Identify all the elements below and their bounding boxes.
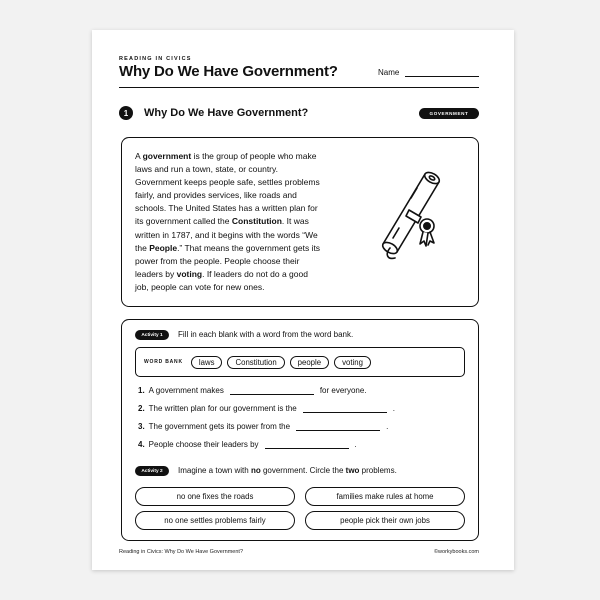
section-number-badge: 1	[119, 106, 133, 120]
activities-box	[121, 319, 479, 541]
passage-text: A	[135, 151, 143, 161]
topic-badge: GOVERNMENT	[419, 108, 479, 119]
passage-line	[135, 215, 353, 228]
choice-option[interactable]: no one fixes the roads	[135, 487, 295, 506]
section-title: Why Do We Have Government?	[144, 107, 309, 119]
passage-text: schools. The United States has a written plan for	[135, 203, 318, 214]
key-term: government	[142, 151, 192, 161]
passage-text: the	[135, 242, 150, 253]
word-bank-label: WORD BANK	[144, 359, 183, 365]
answer-blank-4[interactable]	[265, 441, 349, 449]
word-bank	[135, 347, 465, 377]
passage-line	[135, 163, 353, 176]
instruction-text: problems.	[359, 466, 397, 475]
passage-text: its government called the	[135, 216, 232, 227]
passage-text: job, people can vote for new ones.	[135, 281, 265, 292]
passage-text: power from the people. People choose their	[135, 255, 300, 266]
passage-line	[135, 189, 353, 202]
scroll-icon	[377, 168, 447, 268]
answer-blank-2[interactable]	[303, 405, 387, 413]
passage-line	[135, 229, 353, 242]
choice-option[interactable]: people pick their own jobs	[305, 511, 465, 530]
word-chip: people	[290, 356, 329, 369]
footer-title: Reading in Civics: Why Do We Have Government?	[119, 549, 244, 555]
passage-text: Government keeps people safe, settles problems	[135, 177, 320, 188]
question-2: 2. The written plan for our government is the .	[138, 404, 395, 413]
footer-credit: ©workybooks.com	[433, 549, 479, 555]
passage-text: laws and run a town, state, or country.	[135, 164, 278, 175]
key-term: People	[149, 242, 178, 253]
passage-text: is the group of people who make	[191, 151, 317, 161]
question-4: 4. People choose their leaders by .	[138, 440, 357, 449]
answer-blank-1[interactable]	[230, 387, 314, 395]
passage-line	[135, 150, 353, 163]
passage-line	[135, 242, 353, 255]
passage-text: . If leaders do not do a good	[202, 268, 308, 279]
key-term: Constitution	[231, 216, 282, 227]
choice-option[interactable]: families make rules at home	[305, 487, 465, 506]
reading-passage-box	[121, 137, 479, 307]
passage-line	[135, 176, 353, 189]
question-1: 1. A government makes for everyone.	[138, 386, 367, 395]
word-chip: voting	[334, 356, 371, 369]
name-label: Name	[378, 68, 400, 77]
worksheet-page	[92, 30, 514, 570]
name-field-line[interactable]	[405, 76, 479, 77]
word-chip: Constitution	[227, 356, 284, 369]
activity-2-badge: Activity 2	[135, 466, 169, 476]
choice-option[interactable]: no one settles problems fairly	[135, 511, 295, 530]
emphasis-text: two	[345, 466, 360, 475]
word-chip: laws	[191, 356, 223, 369]
question-3: 3. The government gets its power from the .	[138, 422, 389, 431]
passage-text: . It was	[281, 216, 309, 227]
instruction-text: Imagine a town with	[178, 466, 251, 475]
activity-1-badge: Activity 1	[135, 330, 169, 340]
passage-line	[135, 281, 353, 294]
passage-text: leaders by	[135, 268, 177, 279]
passage-line	[135, 255, 353, 268]
passage-text: .” That means the government gets its	[177, 242, 321, 253]
instruction-text: government. Circle the	[260, 466, 346, 475]
passage-line	[135, 202, 353, 215]
reading-passage	[135, 150, 353, 294]
passage-text: written in 1787, and it begins with the words “We	[135, 229, 318, 240]
activity-2-instruction	[178, 466, 397, 475]
key-term: voting	[176, 268, 203, 279]
passage-line	[135, 268, 353, 281]
passage-text: fairly, and provides services, like roads and	[135, 190, 297, 201]
activity-1-instruction: Fill in each blank with a word from the word bank.	[178, 330, 354, 339]
answer-blank-3[interactable]	[296, 423, 380, 431]
emphasis-text: no	[250, 466, 261, 475]
header-divider	[119, 87, 479, 88]
page-title: Why Do We Have Government?	[119, 63, 338, 80]
series-label: READING IN CIVICS	[119, 56, 192, 62]
